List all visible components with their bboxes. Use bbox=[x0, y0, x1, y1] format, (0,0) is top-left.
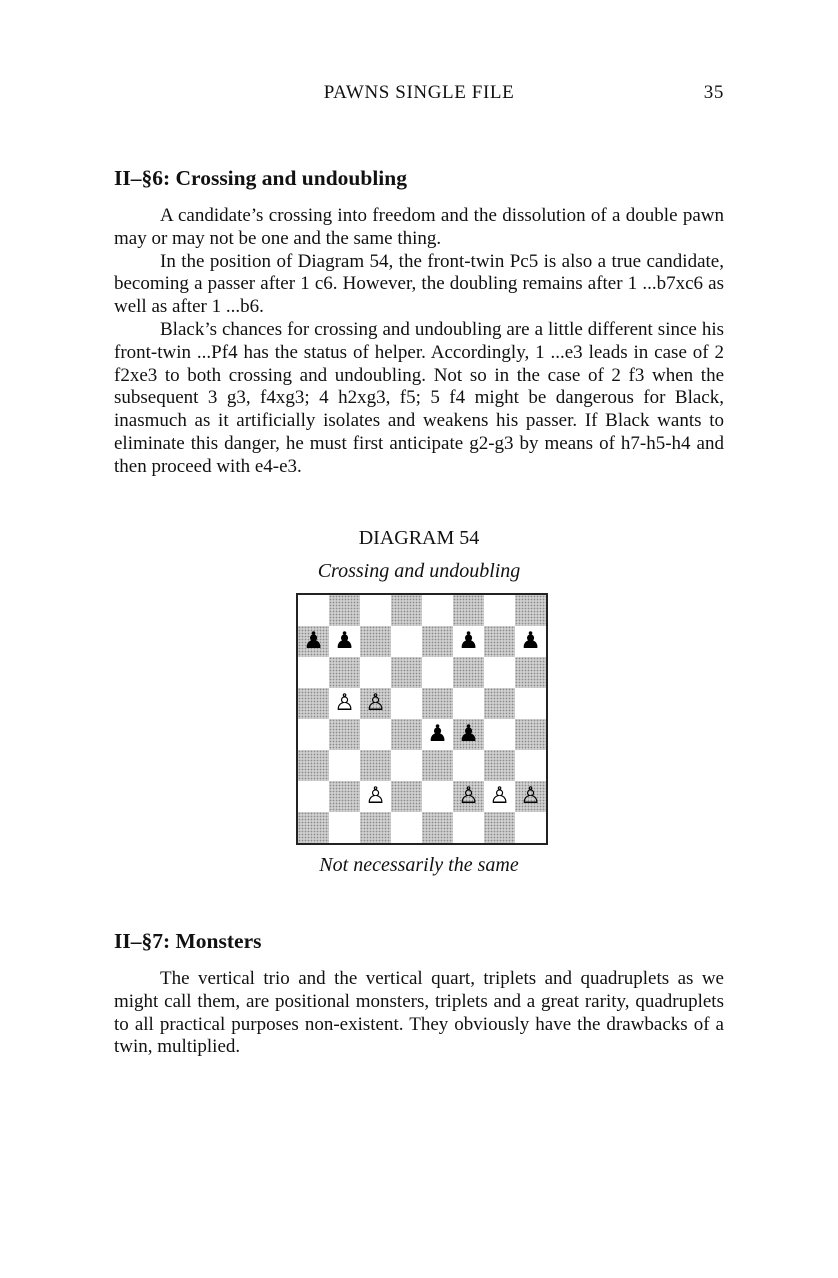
square-b6 bbox=[329, 657, 360, 688]
white-pawn-icon: ♙ bbox=[334, 690, 355, 716]
black-pawn-icon: ♟ bbox=[427, 721, 448, 747]
running-head-title: PAWNS SINGLE FILE bbox=[323, 82, 515, 103]
page-number: 35 bbox=[703, 82, 724, 103]
square-d4 bbox=[391, 719, 422, 750]
square-b5 bbox=[329, 688, 360, 719]
square-h7 bbox=[515, 626, 546, 657]
square-f7 bbox=[453, 626, 484, 657]
square-g8 bbox=[484, 595, 515, 626]
section-7-body bbox=[114, 968, 724, 1059]
square-f2 bbox=[453, 781, 484, 812]
black-pawn-icon: ♟ bbox=[303, 628, 324, 654]
square-g7 bbox=[484, 626, 515, 657]
square-f8 bbox=[453, 595, 484, 626]
square-d7 bbox=[391, 626, 422, 657]
square-e4 bbox=[422, 719, 453, 750]
square-c8 bbox=[360, 595, 391, 626]
square-b7 bbox=[329, 626, 360, 657]
square-a1 bbox=[298, 812, 329, 843]
square-a2 bbox=[298, 781, 329, 812]
square-h2 bbox=[515, 781, 546, 812]
square-a3 bbox=[298, 750, 329, 781]
black-pawn-icon: ♟ bbox=[334, 628, 355, 654]
square-b4 bbox=[329, 719, 360, 750]
square-f4 bbox=[453, 719, 484, 750]
diagram-caption: Not necessarily the same bbox=[319, 854, 519, 876]
paragraph: A candidate’s crossing into freedom and the dissolution of a double pawn may or may not be one and the same thing. bbox=[114, 205, 724, 249]
white-pawn-icon: ♙ bbox=[365, 690, 386, 716]
square-b1 bbox=[329, 812, 360, 843]
running-head bbox=[114, 82, 724, 106]
square-e3 bbox=[422, 750, 453, 781]
paragraph: Black’s chances for crossing and undoubling are a little different since his front-twin ...Pf4 has the status of helper. Accordingly, 1 ...e3 leads in case of 2 f2xe3 to both crossing and undoubling. Not so in the case of 2 f3 when the subsequent 3 g3, f4xg3; 4 h2xg3, f5; 5 f4 might be dangerous for Black, inasmuch as it artificially isolates and weakens his passer. If Black wants to eliminate this danger, he must first anticipate g2-g3 by means of h7-h5-h4 and then proceed with e4-e3. bbox=[114, 318, 724, 477]
square-h1 bbox=[515, 812, 546, 843]
chess-board bbox=[296, 593, 548, 845]
square-g4 bbox=[484, 719, 515, 750]
square-h5 bbox=[515, 688, 546, 719]
square-h8 bbox=[515, 595, 546, 626]
square-g1 bbox=[484, 812, 515, 843]
square-c4 bbox=[360, 719, 391, 750]
square-c2 bbox=[360, 781, 391, 812]
paragraph: In the position of Diagram 54, the front-twin Pc5 is also a true candidate, becoming a passer after 1 c6. However, the doubling remains after 1 ...b7xc6 as well as after 1 ...b6. bbox=[114, 250, 724, 318]
square-c3 bbox=[360, 750, 391, 781]
square-a8 bbox=[298, 595, 329, 626]
square-g3 bbox=[484, 750, 515, 781]
square-d1 bbox=[391, 812, 422, 843]
white-pawn-icon: ♙ bbox=[520, 783, 541, 809]
square-d2 bbox=[391, 781, 422, 812]
square-f1 bbox=[453, 812, 484, 843]
square-g6 bbox=[484, 657, 515, 688]
square-e2 bbox=[422, 781, 453, 812]
diagram-title: DIAGRAM 54 bbox=[358, 527, 480, 549]
square-d3 bbox=[391, 750, 422, 781]
square-d6 bbox=[391, 657, 422, 688]
section-6-body bbox=[114, 205, 724, 479]
square-e6 bbox=[422, 657, 453, 688]
square-e5 bbox=[422, 688, 453, 719]
square-a7 bbox=[298, 626, 329, 657]
square-c7 bbox=[360, 626, 391, 657]
square-h3 bbox=[515, 750, 546, 781]
square-b8 bbox=[329, 595, 360, 626]
white-pawn-icon: ♙ bbox=[458, 783, 479, 809]
square-h6 bbox=[515, 657, 546, 688]
white-pawn-icon: ♙ bbox=[365, 783, 386, 809]
square-d5 bbox=[391, 688, 422, 719]
black-pawn-icon: ♟ bbox=[458, 628, 479, 654]
square-g5 bbox=[484, 688, 515, 719]
square-c6 bbox=[360, 657, 391, 688]
square-a6 bbox=[298, 657, 329, 688]
square-c5 bbox=[360, 688, 391, 719]
square-f3 bbox=[453, 750, 484, 781]
square-a4 bbox=[298, 719, 329, 750]
diagram-subtitle: Crossing and undoubling bbox=[317, 560, 521, 582]
square-b3 bbox=[329, 750, 360, 781]
section-heading-monsters: II–§7: Monsters bbox=[114, 929, 262, 953]
square-h4 bbox=[515, 719, 546, 750]
square-e1 bbox=[422, 812, 453, 843]
square-b2 bbox=[329, 781, 360, 812]
square-f5 bbox=[453, 688, 484, 719]
square-d8 bbox=[391, 595, 422, 626]
square-c1 bbox=[360, 812, 391, 843]
square-f6 bbox=[453, 657, 484, 688]
white-pawn-icon: ♙ bbox=[489, 783, 510, 809]
square-e7 bbox=[422, 626, 453, 657]
square-a5 bbox=[298, 688, 329, 719]
black-pawn-icon: ♟ bbox=[520, 628, 541, 654]
square-g2 bbox=[484, 781, 515, 812]
square-e8 bbox=[422, 595, 453, 626]
section-heading-crossing: II–§6: Crossing and undoubling bbox=[114, 166, 407, 190]
black-pawn-icon: ♟ bbox=[458, 721, 479, 747]
paragraph: The vertical trio and the vertical quart, triplets and quadruplets as we might call them, are positional monsters, triplets and a great rarity, quadruplets to all practical purposes non-existent. They obviously have the drawbacks of a twin, multiplied. bbox=[114, 968, 724, 1058]
